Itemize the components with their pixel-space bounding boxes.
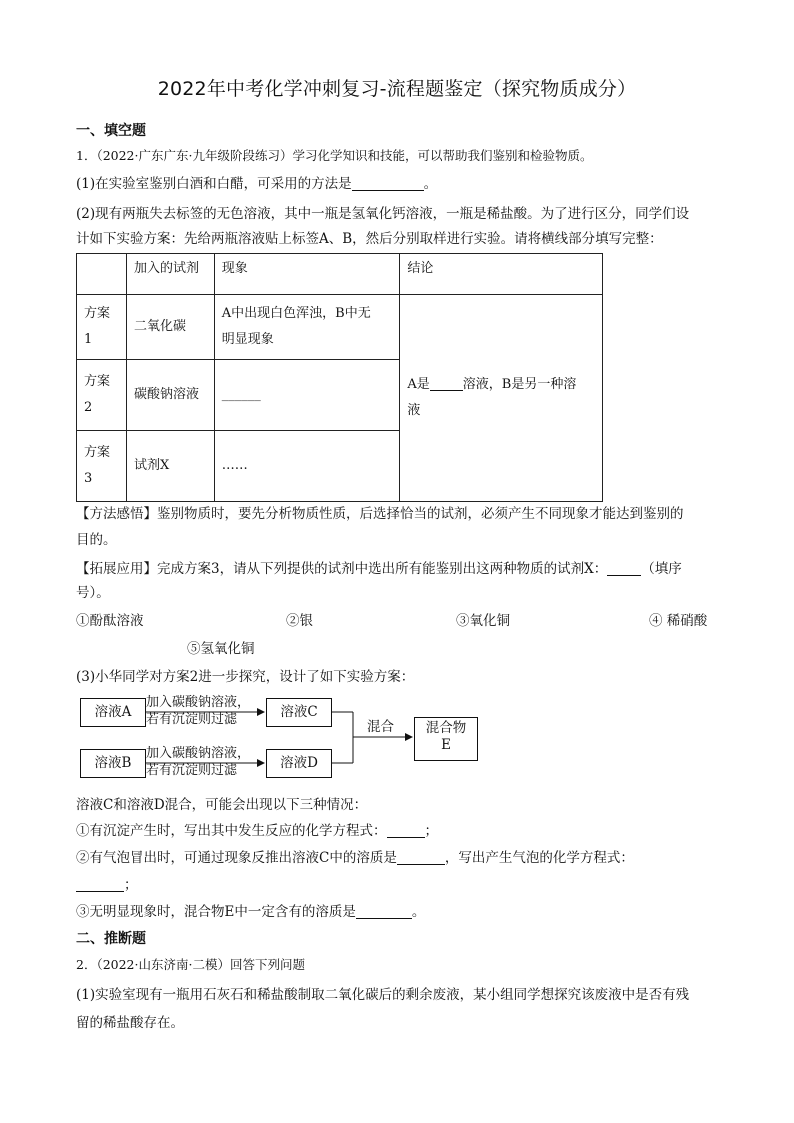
conclusion-cell bbox=[400, 295, 603, 502]
answer-blank[interactable] bbox=[430, 376, 463, 391]
reagent-cell: 碳酸钠溶液 bbox=[126, 360, 214, 431]
answer-blank[interactable] bbox=[352, 176, 424, 191]
phenomenon-cell bbox=[214, 295, 400, 360]
expand-text-end: （填序 bbox=[641, 561, 682, 577]
plan-cell bbox=[77, 295, 127, 360]
case-1 bbox=[76, 819, 438, 839]
step-text: 加入碳酸钠溶液， bbox=[146, 746, 251, 761]
section-heading-inference: 二、推断题 bbox=[76, 931, 146, 947]
answer-blank[interactable] bbox=[76, 877, 124, 892]
method-insight-line2: 目的。 bbox=[76, 532, 117, 548]
conclusion-text: 液 bbox=[407, 403, 421, 418]
answer-blank[interactable] bbox=[356, 904, 412, 919]
case-end: ； bbox=[124, 877, 138, 893]
option-item: ③氧化铜 bbox=[456, 613, 510, 629]
q2-part1-line2: 留的稀盐酸存在。 bbox=[76, 1015, 184, 1031]
solution-c-box: 溶液C bbox=[266, 698, 332, 727]
step-text: 若有沉淀则过滤 bbox=[146, 712, 238, 727]
q1-part1 bbox=[76, 172, 437, 192]
phenomenon-line: 明显现象 bbox=[221, 332, 274, 347]
step-b-label bbox=[146, 745, 250, 779]
table-row bbox=[77, 295, 603, 360]
answer-blank[interactable] bbox=[397, 850, 445, 865]
option-item: ①酚酞溶液 bbox=[76, 613, 144, 629]
q2-stem: 2．（2022·山东济南·二模）回答下列问题 bbox=[76, 957, 305, 972]
reagent-cell: 二氧化碳 bbox=[126, 295, 214, 360]
plan-number: 3 bbox=[84, 471, 93, 486]
solution-d-box: 溶液D bbox=[266, 749, 332, 778]
method-insight-line1: 【方法感悟】鉴别物质时，要先分析物质性质，后选择恰当的试剂，必须产生不同现象才能达到鉴别的 bbox=[76, 506, 684, 522]
case-text: ③无明显现象时，混合物E中一定含有的溶质是 bbox=[76, 904, 356, 920]
q1-part2-line1: (2)现有两瓶失去标签的无色溶液，其中一瓶是氢氧化钙溶液，一瓶是稀盐酸。为了进行区分，同学们设 bbox=[76, 206, 690, 222]
step-text: 加入碳酸钠溶液， bbox=[146, 695, 251, 710]
page-title: 2022年中考化学冲刺复习-流程题鉴定（探究物质成分） bbox=[157, 78, 637, 100]
plan-label: 方案 bbox=[84, 306, 111, 321]
solution-a-box: 溶液A bbox=[80, 698, 146, 727]
plan-cell bbox=[77, 431, 127, 502]
step-text: 若有沉淀则过滤 bbox=[146, 763, 238, 778]
answer-blank[interactable] bbox=[387, 823, 425, 838]
experiment-table bbox=[76, 253, 603, 502]
q2-part1-line1: (1)实验室现有一瓶用石灰石和稀盐酸制取二氧化碳后的剩余废液，某小组同学想探究该废液中是否有残 bbox=[76, 987, 690, 1003]
case-end: ； bbox=[424, 823, 438, 839]
after-flow-text: 溶液C和溶液D混合，可能会出现以下三种情况： bbox=[76, 797, 368, 813]
option-item: ②银 bbox=[286, 613, 313, 629]
expand-text: 【拓展应用】完成方案3，请从下列提供的试剂中选出所有能鉴别出这两种物质的试剂X： bbox=[76, 561, 608, 577]
table-header-cell bbox=[77, 254, 127, 295]
plan-label: 方案 bbox=[84, 374, 111, 389]
phenomenon-line: A中出现白色浑浊，B中无 bbox=[221, 306, 371, 321]
q1-part3: (3)小华同学对方案2进一步探究，设计了如下实验方案： bbox=[76, 669, 415, 685]
plan-number: 1 bbox=[84, 332, 93, 347]
option-item: ④ 稀硝酸 bbox=[649, 613, 708, 629]
case-2-cont bbox=[76, 873, 138, 893]
section-heading-fill-blank: 一、填空题 bbox=[76, 123, 146, 139]
q1-part1-text: (1)在实验室鉴别白酒和白醋，可采用的方法是 bbox=[76, 176, 352, 192]
table-header-cell: 加入的试剂 bbox=[126, 254, 214, 295]
case-end: 。 bbox=[411, 904, 426, 920]
table-header-row bbox=[77, 254, 603, 295]
mix-label: 混合 bbox=[367, 719, 394, 735]
conclusion-text: A是 bbox=[407, 377, 430, 392]
step-a-label bbox=[146, 694, 250, 728]
mixture-e-letter: E bbox=[441, 737, 451, 753]
q1-part1-end: 。 bbox=[423, 176, 438, 192]
case-3 bbox=[76, 900, 425, 920]
case-2 bbox=[76, 846, 634, 866]
answer-blank[interactable] bbox=[607, 561, 641, 576]
conclusion-text: 溶液，B是另一种溶 bbox=[462, 377, 577, 392]
phenomenon-cell: ______ bbox=[214, 360, 400, 431]
case-text: ，写出产生气泡的化学方程式： bbox=[444, 850, 634, 866]
table-header-cell: 结论 bbox=[400, 254, 603, 295]
solution-b-box: 溶液B bbox=[80, 749, 146, 778]
plan-cell bbox=[77, 360, 127, 431]
expand-application-line1 bbox=[76, 557, 682, 577]
table-header-cell: 现象 bbox=[214, 254, 400, 295]
phenomenon-cell: …… bbox=[214, 431, 400, 502]
mixture-e-label: 混合物 bbox=[425, 720, 467, 736]
mixture-e-box bbox=[414, 717, 478, 761]
q1-part2-line2: 计如下实验方案：先给两瓶溶液贴上标签A、B，然后分别取样进行实验。请将横线部分填写完整： bbox=[76, 231, 663, 247]
case-text: ②有气泡冒出时，可通过现象反推出溶液C中的溶质是 bbox=[76, 850, 397, 866]
option-item: ⑤氢氧化铜 bbox=[187, 641, 255, 657]
plan-label: 方案 bbox=[84, 445, 111, 460]
q1-stem: 1．（2022·广东广东·九年级阶段练习）学习化学知识和技能，可以帮助我们鉴别和检验物质。 bbox=[76, 148, 593, 163]
expand-application-line2: 号）。 bbox=[76, 585, 110, 601]
reagent-options bbox=[76, 609, 716, 657]
plan-number: 2 bbox=[84, 400, 93, 415]
reagent-cell: 试剂X bbox=[126, 431, 214, 502]
case-text: ①有沉淀产生时，写出其中发生反应的化学方程式： bbox=[76, 823, 387, 839]
